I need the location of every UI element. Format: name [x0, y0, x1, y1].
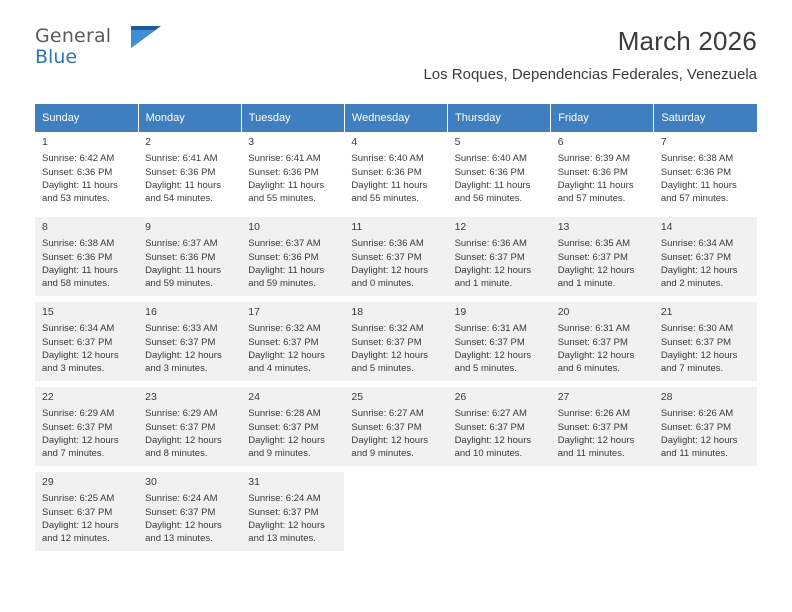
day-cell[interactable] [448, 387, 551, 467]
sunrise-text: Sunrise: 6:38 AM [42, 238, 115, 250]
table-row [35, 302, 757, 382]
day-number: 10 [248, 220, 260, 233]
daylight-text-2: and 11 minutes. [557, 448, 625, 460]
day-number: 27 [557, 390, 570, 403]
sunrise-text: Sunrise: 6:37 AM [248, 238, 321, 250]
daylight-text-1: Daylight: 11 hours [248, 179, 325, 191]
sunrise-sunset-calendar [35, 104, 757, 552]
day-cell[interactable] [654, 302, 757, 382]
sunrise-text: Sunrise: 6:33 AM [145, 323, 218, 335]
daylight-text-1: Daylight: 12 hours [248, 434, 325, 446]
daylight-text-1: Daylight: 12 hours [248, 519, 325, 531]
sunrise-text: Sunrise: 6:39 AM [557, 153, 631, 165]
daylight-text-2: and 57 minutes. [557, 193, 626, 205]
sunrise-text: Sunrise: 6:38 AM [660, 153, 734, 165]
sunset-text: Sunset: 6:37 PM [557, 251, 628, 263]
sunrise-text: Sunrise: 6:37 AM [145, 238, 218, 250]
daylight-text-2: and 5 minutes. [454, 363, 517, 375]
day-cell[interactable] [241, 387, 344, 467]
sunset-text: Sunset: 6:37 PM [454, 336, 525, 348]
sunset-text: Sunset: 6:36 PM [351, 166, 422, 178]
daylight-text-1: Daylight: 12 hours [660, 349, 738, 361]
day-cell[interactable] [551, 217, 654, 297]
daylight-text-1: Daylight: 12 hours [42, 349, 119, 361]
sunset-text: Sunset: 6:37 PM [145, 506, 216, 518]
sunrise-text: Sunrise: 6:35 AM [557, 238, 631, 250]
sunrise-text: Sunrise: 6:41 AM [145, 153, 218, 165]
weekday-header-thursday: Thursday [448, 104, 551, 132]
day-cell[interactable] [448, 302, 551, 382]
day-number: 28 [660, 390, 673, 403]
day-cell[interactable] [551, 387, 654, 467]
day-cell[interactable] [241, 302, 344, 382]
daylight-text-2: and 9 minutes. [351, 448, 414, 460]
sunrise-text: Sunrise: 6:30 AM [660, 323, 734, 335]
sunset-text: Sunset: 6:37 PM [454, 251, 525, 263]
day-number: 26 [454, 390, 467, 403]
daylight-text-1: Daylight: 12 hours [351, 264, 428, 276]
sunrise-text: Sunrise: 6:28 AM [248, 408, 321, 420]
day-cell[interactable] [551, 132, 654, 212]
day-number: 2 [145, 136, 151, 148]
sunrise-text: Sunrise: 6:42 AM [42, 153, 115, 165]
sunrise-text: Sunrise: 6:31 AM [454, 323, 527, 335]
day-cell[interactable] [344, 132, 447, 212]
daylight-text-2: and 0 minutes. [351, 278, 414, 290]
sunset-text: Sunset: 6:37 PM [248, 421, 319, 433]
daylight-text-2: and 7 minutes. [42, 448, 105, 460]
day-number: 5 [454, 136, 461, 148]
sunset-text: Sunset: 6:36 PM [42, 251, 113, 263]
day-number: 6 [557, 136, 564, 148]
daylight-text-2: and 9 minutes. [248, 448, 311, 460]
sunrise-text: Sunrise: 6:29 AM [145, 408, 218, 420]
sunset-text: Sunset: 6:37 PM [454, 421, 525, 433]
daylight-text-1: Daylight: 12 hours [351, 349, 428, 361]
daylight-text-2: and 1 minute. [454, 278, 513, 290]
day-cell-empty [551, 472, 654, 552]
page-header [35, 0, 757, 83]
table-row [35, 132, 757, 212]
daylight-text-1: Daylight: 12 hours [42, 434, 119, 446]
sunrise-text: Sunrise: 6:36 AM [454, 238, 527, 250]
sunset-text: Sunset: 6:37 PM [248, 336, 319, 348]
sunrise-text: Sunrise: 6:25 AM [42, 493, 115, 505]
sunset-text: Sunset: 6:36 PM [145, 251, 216, 263]
daylight-text-1: Daylight: 11 hours [660, 179, 737, 191]
sunset-text: Sunset: 6:37 PM [351, 336, 422, 348]
sunrise-text: Sunrise: 6:27 AM [454, 408, 527, 420]
sunrise-text: Sunrise: 6:40 AM [454, 153, 527, 165]
day-number: 7 [660, 136, 667, 148]
daylight-text-1: Daylight: 12 hours [660, 264, 738, 276]
sunset-text: Sunset: 6:36 PM [248, 166, 319, 178]
day-number: 25 [351, 390, 364, 403]
daylight-text-2: and 3 minutes. [42, 363, 105, 375]
day-number: 16 [145, 305, 157, 318]
weekday-header-sunday: Sunday [35, 104, 138, 132]
day-number: 23 [145, 390, 157, 403]
day-number: 31 [248, 475, 260, 488]
sunset-text: Sunset: 6:37 PM [351, 421, 422, 433]
daylight-text-2: and 2 minutes. [660, 278, 724, 290]
day-cell[interactable] [448, 132, 551, 212]
day-number: 19 [454, 305, 467, 318]
day-cell[interactable] [344, 302, 447, 382]
daylight-text-1: Daylight: 12 hours [145, 519, 222, 531]
daylight-text-2: and 59 minutes. [145, 278, 213, 290]
daylight-text-1: Daylight: 12 hours [454, 434, 532, 446]
daylight-text-2: and 13 minutes. [145, 533, 213, 545]
sunset-text: Sunset: 6:36 PM [145, 166, 216, 178]
daylight-text-1: Daylight: 12 hours [145, 349, 222, 361]
daylight-text-2: and 7 minutes. [660, 363, 724, 375]
flag-icon [131, 26, 161, 48]
daylight-text-1: Daylight: 12 hours [557, 434, 635, 446]
day-cell[interactable] [344, 217, 447, 297]
daylight-text-1: Daylight: 11 hours [351, 179, 428, 191]
weekday-header-friday: Friday [551, 104, 654, 132]
day-cell[interactable] [654, 217, 757, 297]
daylight-text-1: Daylight: 12 hours [454, 349, 532, 361]
day-cell[interactable] [654, 387, 757, 467]
sunset-text: Sunset: 6:37 PM [248, 506, 319, 518]
weekday-header-row [35, 104, 757, 132]
sunrise-text: Sunrise: 6:41 AM [248, 153, 321, 165]
sunrise-text: Sunrise: 6:24 AM [248, 493, 321, 505]
day-cell-empty [344, 472, 447, 552]
day-cell[interactable] [241, 217, 344, 297]
sunset-text: Sunset: 6:36 PM [660, 166, 732, 178]
daylight-text-2: and 1 minute. [557, 278, 616, 290]
daylight-text-1: Daylight: 11 hours [557, 179, 634, 191]
day-number: 11 [351, 220, 363, 233]
general-blue-logo [35, 26, 235, 72]
sunrise-text: Sunrise: 6:40 AM [351, 153, 424, 165]
daylight-text-2: and 54 minutes. [145, 193, 213, 205]
sunrise-text: Sunrise: 6:32 AM [351, 323, 424, 335]
day-number: 18 [351, 305, 364, 318]
daylight-text-1: Daylight: 11 hours [42, 264, 118, 276]
day-number: 30 [145, 475, 157, 488]
day-number: 1 [42, 136, 48, 148]
sunrise-text: Sunrise: 6:31 AM [557, 323, 631, 335]
table-row [35, 217, 757, 297]
sunrise-text: Sunrise: 6:34 AM [42, 323, 115, 335]
logo-text-blue: Blue [35, 46, 78, 68]
sunrise-text: Sunrise: 6:34 AM [660, 238, 734, 250]
day-number: 9 [145, 220, 151, 233]
daylight-text-1: Daylight: 12 hours [248, 349, 325, 361]
day-number: 24 [248, 390, 260, 403]
sunrise-text: Sunrise: 6:32 AM [248, 323, 321, 335]
daylight-text-1: Daylight: 11 hours [42, 179, 118, 191]
daylight-text-2: and 57 minutes. [660, 193, 729, 205]
sunset-text: Sunset: 6:37 PM [557, 421, 628, 433]
day-number: 8 [42, 220, 48, 233]
day-cell[interactable] [138, 387, 241, 467]
day-number: 4 [351, 136, 358, 148]
day-number: 14 [660, 220, 673, 233]
sunrise-text: Sunrise: 6:26 AM [660, 408, 734, 420]
day-number: 3 [248, 136, 255, 148]
table-row [35, 387, 757, 467]
day-cell[interactable] [654, 132, 757, 212]
day-cell[interactable] [35, 387, 138, 467]
sunset-text: Sunset: 6:37 PM [42, 336, 113, 348]
daylight-text-2: and 55 minutes. [351, 193, 420, 205]
day-cell[interactable] [241, 132, 344, 212]
day-number: 15 [42, 305, 54, 318]
day-number: 21 [660, 305, 673, 318]
day-cell[interactable] [35, 472, 138, 552]
daylight-text-1: Daylight: 12 hours [660, 434, 738, 446]
daylight-text-2: and 8 minutes. [145, 448, 208, 460]
daylight-text-1: Daylight: 12 hours [557, 349, 635, 361]
daylight-text-2: and 55 minutes. [248, 193, 316, 205]
sunset-text: Sunset: 6:36 PM [42, 166, 113, 178]
sunrise-text: Sunrise: 6:24 AM [145, 493, 218, 505]
day-cell[interactable] [344, 387, 447, 467]
day-cell[interactable] [138, 132, 241, 212]
daylight-text-2: and 56 minutes. [454, 193, 523, 205]
daylight-text-2: and 59 minutes. [248, 278, 316, 290]
day-number: 22 [42, 390, 54, 403]
logo-text-general: General [35, 25, 112, 47]
day-cell[interactable] [138, 217, 241, 297]
daylight-text-1: Daylight: 11 hours [145, 264, 222, 276]
day-cell[interactable] [138, 302, 241, 382]
daylight-text-2: and 6 minutes. [557, 363, 621, 375]
weekday-header-monday: Monday [138, 104, 241, 132]
daylight-text-2: and 3 minutes. [145, 363, 208, 375]
daylight-text-1: Daylight: 12 hours [145, 434, 222, 446]
daylight-text-1: Daylight: 11 hours [145, 179, 222, 191]
sunrise-text: Sunrise: 6:26 AM [557, 408, 631, 420]
day-cell[interactable] [241, 472, 344, 552]
sunset-text: Sunset: 6:37 PM [145, 336, 216, 348]
sunrise-text: Sunrise: 6:36 AM [351, 238, 424, 250]
day-number: 12 [454, 220, 467, 233]
page-title: March 2026 [617, 26, 757, 56]
sunset-text: Sunset: 6:37 PM [42, 506, 113, 518]
daylight-text-2: and 11 minutes. [660, 448, 728, 460]
daylight-text-2: and 12 minutes. [42, 533, 110, 545]
day-number: 17 [248, 305, 260, 318]
sunset-text: Sunset: 6:37 PM [660, 251, 732, 263]
day-cell[interactable] [35, 302, 138, 382]
sunset-text: Sunset: 6:36 PM [557, 166, 628, 178]
day-cell-empty [654, 472, 757, 552]
sunset-text: Sunset: 6:37 PM [145, 421, 216, 433]
sunset-text: Sunset: 6:37 PM [557, 336, 628, 348]
daylight-text-2: and 10 minutes. [454, 448, 523, 460]
page-subtitle: Los Roques, Dependencias Federales, Venezuela [423, 66, 757, 83]
daylight-text-2: and 4 minutes. [248, 363, 311, 375]
sunset-text: Sunset: 6:36 PM [454, 166, 525, 178]
day-cell[interactable] [551, 302, 654, 382]
table-row [35, 472, 757, 552]
daylight-text-1: Daylight: 12 hours [351, 434, 428, 446]
daylight-text-2: and 53 minutes. [42, 193, 110, 205]
day-number: 13 [557, 220, 570, 233]
daylight-text-1: Daylight: 12 hours [42, 519, 119, 531]
weekday-header-saturday: Saturday [654, 104, 757, 132]
day-cell[interactable] [35, 217, 138, 297]
day-cell-empty [448, 472, 551, 552]
sunset-text: Sunset: 6:37 PM [660, 421, 732, 433]
day-cell[interactable] [35, 132, 138, 212]
daylight-text-1: Daylight: 11 hours [248, 264, 325, 276]
sunset-text: Sunset: 6:37 PM [42, 421, 113, 433]
daylight-text-1: Daylight: 12 hours [454, 264, 532, 276]
weekday-header-tuesday: Tuesday [241, 104, 344, 132]
daylight-text-2: and 5 minutes. [351, 363, 414, 375]
sunset-text: Sunset: 6:37 PM [660, 336, 732, 348]
daylight-text-1: Daylight: 11 hours [454, 179, 531, 191]
sunrise-text: Sunrise: 6:29 AM [42, 408, 115, 420]
daylight-text-1: Daylight: 12 hours [557, 264, 635, 276]
day-cell[interactable] [138, 472, 241, 552]
day-cell[interactable] [448, 217, 551, 297]
daylight-text-2: and 58 minutes. [42, 278, 110, 290]
sunset-text: Sunset: 6:37 PM [351, 251, 422, 263]
sunrise-text: Sunrise: 6:27 AM [351, 408, 424, 420]
day-number: 29 [42, 475, 54, 488]
weekday-header-wednesday: Wednesday [344, 104, 447, 132]
daylight-text-2: and 13 minutes. [248, 533, 316, 545]
sunset-text: Sunset: 6:36 PM [248, 251, 319, 263]
day-number: 20 [557, 305, 570, 318]
